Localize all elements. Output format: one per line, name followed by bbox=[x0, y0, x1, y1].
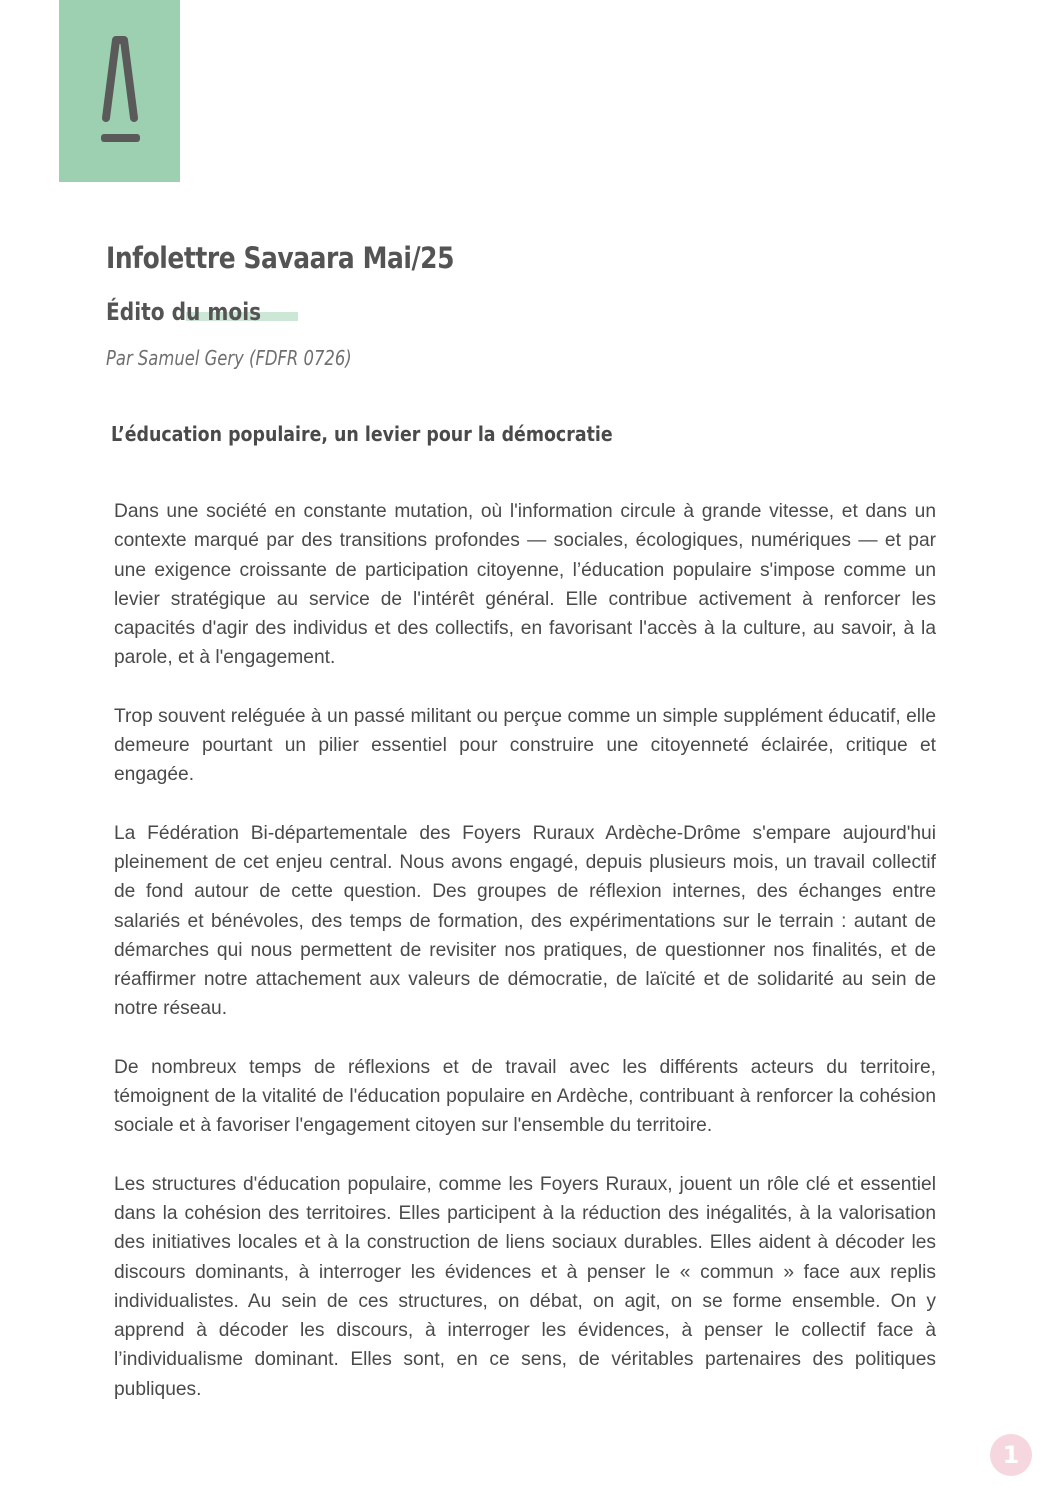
article-paragraph: Les structures d'éducation populaire, comme les Foyers Ruraux, jouent un rôle clé et essentiel dans la cohésion des territoires. Elles participent à la réduction des inégalités, à la valorisation des initiatives locales et à la construction de liens sociaux durables. Elles aident à décoder les discours dominants, à interroger les évidences et à penser le « commun » face aux replis individualistes. Au sein de ces structures, on débat, on agit, on se forme ensemble. On y apprend à décoder les discours, à interroger les évidences, à penser le collectif face à l’individualisme dominant. Elles sont, en ce sens, de véritables partenaires des politiques publiques. bbox=[114, 1173, 936, 1400]
page-number-badge: 1 bbox=[990, 1434, 1032, 1476]
article-paragraph: De nombreux temps de réflexions et de travail avec les différents acteurs du territoire, témoignent de la vitalité de l'éducation populaire en Ardèche, contribuant à renforcer la cohésion sociale et à favoriser l'engagement citoyen sur l'ensemble du territoire. bbox=[114, 1056, 936, 1137]
article-paragraph: La Fédération Bi-départementale des Foyers Ruraux Ardèche-Drôme s'empare aujourd'hui pleinement de cet enjeu central. Nous avons engagé, depuis plusieurs mois, un travail collectif de fond autour de cette question. Des groupes de réflexion internes, des échanges entre salariés et bénévoles, des temps de formation, des expérimentations sur le terrain : autant de démarches qui nous permettent de revisiter nos pratiques, de questionner nos finalités, et de réaffirmer notre attachement aux valeurs de démocratie, de laïcité et de solidarité au sein de notre réseau. bbox=[114, 822, 936, 1020]
edito-subtitle: Édito du mois bbox=[106, 298, 262, 326]
article-paragraph: Trop souvent reléguée à un passé militant ou perçue comme un simple supplément éducatif, elle demeure pourtant un pilier essentiel pour construire une citoyenneté éclairée, critique et engagée. bbox=[114, 705, 936, 786]
caret-underline-logo-icon bbox=[59, 0, 180, 182]
article-body bbox=[114, 497, 936, 1433]
article-paragraph: Dans une société en constante mutation, où l'information circule à grande vitesse, et dans un contexte marqué par des transitions profondes — sociales, écologiques, numériques — et par une exigence croissante de participation citoyenne, l’éducation populaire s'impose comme un levier stratégique au service de l'intérêt général. Elle contribue activement à renforcer les capacités d'agir des individus et des collectifs, en favorisant l'accès à la culture, au savoir, à la parole, et à l'engagement. bbox=[114, 501, 936, 669]
article-heading: L’éducation populaire, un levier pour la démocratie bbox=[111, 422, 613, 446]
author-byline: Par Samuel Gery (FDFR 0726) bbox=[106, 346, 352, 370]
subtitle-block bbox=[106, 298, 306, 330]
logo-block bbox=[59, 0, 180, 182]
newsletter-title: Infolettre Savaara Mai/25 bbox=[106, 241, 455, 275]
